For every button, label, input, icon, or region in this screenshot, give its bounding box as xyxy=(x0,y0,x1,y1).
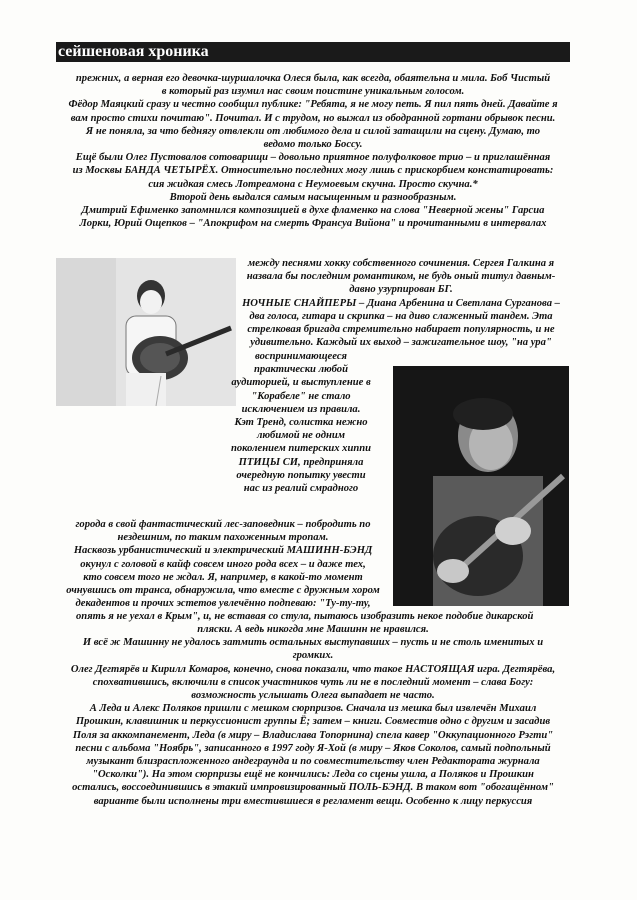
text-line: кто совсем того не ждал. Я, например, в какой-то момент xyxy=(83,571,363,583)
text-line: Я не поняла, за что беднягу отвлекли от любимого дела и силой затащили на сцену. Думаю, то xyxy=(85,125,541,137)
text-line: А Леда и Алекс Поляков пришли с мешком сюрпризов. Сначала из мешка был извлечён Михаил xyxy=(89,703,537,715)
text-line: остались, воссоединившись в этакий импровизированный ПОЛЬ-БЭНД. В таком вот "обогащённом" xyxy=(72,782,554,794)
text-line: громких. xyxy=(292,650,334,662)
text-line: И всё ж Машинну не удалось затмить остальных выступавших – пусть и не столь именитых и xyxy=(82,637,544,649)
text-line: Фёдор Маяцкий сразу и честно сообщил публике: "Ребята, я не могу петь. Я пил пять дней. Давайте я xyxy=(68,99,558,111)
lower-left-text xyxy=(56,518,390,610)
text-line: сия жидкая смесь Лотреамона с Неумоевым скучна. Просто скучна.* xyxy=(148,178,478,190)
text-line: очнувшись от транса, обнаружила, что вместе с дружным хором xyxy=(66,585,380,597)
text-line: Лорки, Юрий Ощепков – "Апокрифом на смерть Франсуа Вийона" и прочитанными в интервалах xyxy=(79,218,547,230)
text-line: города в свой фантастический лес-заповедник – побродить по xyxy=(75,519,371,530)
text-line: пляски. А ведь никогда мне Машинн не нравился. xyxy=(197,624,429,635)
text-line: аудиторией, и выступление в xyxy=(231,377,371,389)
text-line: "Осколки"). На этом сюрпризы ещё не кончились: Леда со сцены ушла, а Поляков и Прошкин xyxy=(92,769,534,781)
section-header: сейшеновая хроника xyxy=(56,42,570,62)
text-line: любимой не одним xyxy=(257,430,345,442)
text-line: воспринимающееся xyxy=(255,351,347,362)
text-line: давно узурпирован БГ. xyxy=(349,284,453,296)
text-line: удивительно. Каждый их выход – зажигательное шоу, "на ура" xyxy=(250,337,552,349)
text-line: спохватившись, включили в список участников чуть ли не в последний момент – слава Богу: xyxy=(92,676,534,688)
text-line: нас из реалий смрадного xyxy=(243,483,359,495)
text-line: НОЧНЫЕ СНАЙПЕРЫ – Диана Арбенина и Светлана Сурганова – xyxy=(242,297,560,309)
text-line: стрелковая бригада стремительно набирает популярность, и не xyxy=(247,324,555,336)
bridge-line xyxy=(56,610,570,623)
text-line: ПТИЦЫ СИ, предприняла xyxy=(238,456,364,468)
text-line: исключением из правила. xyxy=(241,403,361,415)
middle-column-text xyxy=(222,350,380,495)
text-line: Олег Дегтярёв и Кирилл Комаров, конечно, снова показали, что такое НАСТОЯЩАЯ игра. Дегтярёва, xyxy=(70,663,556,675)
text-line: песни с альбома "Ноябрь", записанного в 1997 году Я-Хой (в миру – Яков Соколов, самый подпольный xyxy=(75,742,551,754)
text-line: прежних, а верная его девочка-шуршалочка Олеся была, как всегда, обаятельна и мила. Боб Чистый xyxy=(75,73,551,84)
text-line: Поля за аккомпанемент, Леда (в миру – Владислава Топорнина) спела кавер "Оккупационного Рэгти" xyxy=(72,729,554,741)
text-line: Насквозь урбанистический и электрический МАШИНН-БЭНД xyxy=(73,545,373,557)
text-line: Кэт Тренд, солистка нежно xyxy=(234,417,368,429)
text-line: Ещё были Олег Пустовалов сотоварищи – довольно приятное полуфолковое трио – и приглашённая xyxy=(75,152,551,164)
text-line: два голоса, гитара и скрипка – на диво слаженный тандем. Эта xyxy=(249,310,553,322)
text-line: вам просто стихи почитаю". Почитал. И с трудом, но выжал из ободранной гортани обрывок песни. xyxy=(70,112,556,124)
guitarist-photo-right xyxy=(393,366,569,606)
text-line: Второй день выдался самым насыщенным и разнообразным. xyxy=(169,191,457,203)
right-column-text xyxy=(236,257,566,349)
guitarist-photo-left xyxy=(56,258,236,406)
text-line: ведомо только Боссу. xyxy=(263,139,363,151)
text-line: очередную попытку увести xyxy=(236,469,366,481)
text-line: в который раз изумил нас своим поистине уникальным голосом. xyxy=(161,86,465,98)
text-line: музыкант близраспложенного андеграунда и по совместительству член Редактората журнала xyxy=(86,756,540,768)
final-text xyxy=(56,623,570,808)
text-line: назвала бы последним романтиком, не будь оный титул давным- xyxy=(246,271,556,283)
text-line: практически любой xyxy=(254,364,348,376)
text-line: опять я не уехал в Крым", и, не вставая со стула, пытаюсь изобразить некое подобие дикарской xyxy=(76,611,534,622)
text-line: возможность услышать Олега выпадает не часто. xyxy=(191,690,435,702)
intro-text xyxy=(56,72,570,230)
text-line: Прошкин, клавишник и перкуссионист группы Ё; затем – книги. Совместив одно с другим и засадив xyxy=(75,716,551,728)
text-line: Дмитрий Ефименко запомнился композицией в духе фламенко на слова "Неверной жены" Гарсиа xyxy=(81,205,545,217)
text-line: декадентов и прочих эстетов увлечённо подпеваю: "Ту-ту-ту, xyxy=(75,598,371,610)
text-line: между песнями хокку собственного сочинения. Сергея Галкина я xyxy=(247,258,555,269)
text-line: нездешним, по таким пахоженным тропам. xyxy=(117,532,329,544)
text-line: окунул с головой в кайф совсем иного рода всех – и даже тех, xyxy=(80,558,366,570)
text-line: варианте были исполнены три вместившиеся в регламент вещи. Особенно к лицу перкуссия xyxy=(93,795,533,807)
text-line: из Москвы БАНДА ЧЕТЫРЁХ. Относительно последних могу лишь с прискорбием констатировать: xyxy=(72,165,554,177)
text-line: поколением питерских хиппи xyxy=(230,443,372,455)
text-line: "Корабеле" не стало xyxy=(251,390,351,402)
